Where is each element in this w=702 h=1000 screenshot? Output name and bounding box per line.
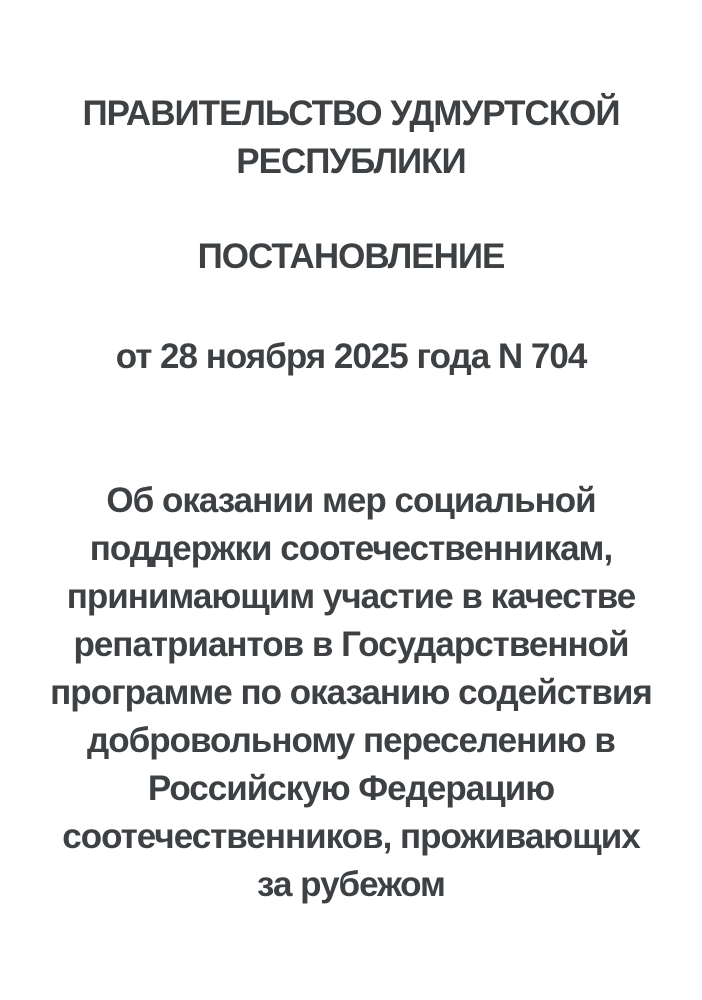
document-title-line-1: Об оказании мер социальной (106, 481, 596, 520)
issuing-authority (31, 90, 671, 186)
document-title-line-6: добровольному переселению в (87, 721, 615, 760)
document-title-line-4: репатриантов в Государственной (73, 625, 629, 664)
document-title-line-7: Российскую Федерацию (147, 769, 555, 808)
issuing-authority-line-2: РЕСПУБЛИКИ (236, 142, 466, 181)
document-title (31, 477, 671, 909)
document-type-heading: ПОСТАНОВЛЕНИЕ (197, 237, 505, 276)
document-title-line-2: поддержки соотечественникам, (89, 529, 613, 568)
document-title-line-5: программе по оказанию содействия (50, 673, 652, 712)
document-title-line-3: принимающим участие в качестве (66, 577, 636, 616)
document-title-line-9: за рубежом (257, 865, 445, 904)
date-and-number-line: от 28 ноября 2025 года N 704 (115, 337, 587, 376)
issuing-authority-line-1: ПРАВИТЕЛЬСТВО УДМУРТСКОЙ (82, 94, 620, 133)
document-title-line-8: соотечественников, проживающих (62, 817, 640, 856)
